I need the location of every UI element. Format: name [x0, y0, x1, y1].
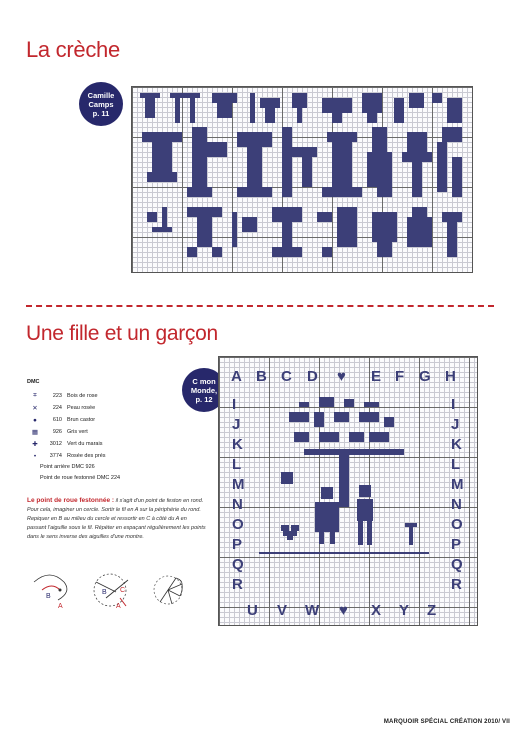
legend-symbol: ⌗: [33, 392, 37, 399]
chart-letter: P: [451, 536, 462, 553]
chart-letter: W: [305, 602, 320, 619]
chart-letter: L: [232, 456, 242, 473]
chart-letter: ♥: [337, 368, 346, 385]
chart-letter: N: [451, 496, 462, 513]
chart-letter: K: [232, 436, 243, 453]
legend-symbol: •: [33, 452, 37, 460]
chart-letter: Q: [232, 556, 244, 573]
chart-letter: E: [371, 368, 382, 385]
chart-letter: M: [451, 476, 464, 493]
badge-line: Monde,: [190, 385, 218, 395]
chart-letter: J: [232, 416, 241, 433]
diagram-label-a: A: [58, 603, 63, 610]
chart-letter: I: [232, 396, 237, 413]
chart-letter: X: [371, 602, 382, 619]
fille-garcon-pattern-svg: [219, 357, 477, 625]
legend-symbol: ✚: [32, 441, 38, 448]
chart-letter: L: [451, 456, 461, 473]
diagram-label-b: B: [46, 593, 51, 600]
chart-letter: B: [256, 368, 267, 385]
chart-letter: A: [231, 368, 242, 385]
badge-line: Camille: [87, 90, 115, 100]
badge-line: Camps: [88, 99, 114, 109]
chart-letter: Z: [427, 602, 437, 619]
legend-row: [30, 390, 213, 404]
legend-code: 926: [52, 429, 62, 435]
instructions-text: il s'agit d'un point de feston en rond. Pour cela, imaginer un cercle. Sortir le fil en A sur la périphérie du rond. Repiquer en B au milieu du cercle et ressortir en C à côté du A en passant l'aiguille sous le fil. Répéter en espaçant régulièrement les points dans le sens inverse des aiguilles d'une montre.: [27, 498, 206, 540]
legend-symbol: ▦: [31, 429, 39, 436]
chart-letter: P: [232, 536, 243, 553]
chart-letter: F: [395, 368, 405, 385]
legend-row: [30, 414, 210, 426]
diagram-label-b: B: [102, 589, 107, 596]
chart-letter: I: [451, 396, 456, 413]
legend-symbol: ✕: [32, 405, 38, 412]
stitch-diagram-step-2: [86, 568, 138, 612]
chart-letter: K: [451, 436, 462, 453]
legend-label: Gris vert: [67, 429, 88, 435]
chart-letter: O: [232, 516, 244, 533]
thread-legend: [30, 390, 213, 484]
stitch-diagram-result: [146, 568, 194, 612]
page-footer: MARQUOIR SPÉCIAL CRÉATION 2010/ VII: [383, 719, 510, 725]
legend-code: 3774: [49, 453, 62, 459]
stitch-diagram-step-1: [28, 568, 76, 612]
badge-line: p. 11: [92, 108, 110, 118]
stitch-instructions: [27, 496, 207, 542]
chart-letter: N: [232, 496, 243, 513]
fille-garcon-stitch-chart: [218, 356, 478, 626]
chart-letter: M: [232, 476, 245, 493]
legend-row: [30, 426, 210, 438]
legend-code: 224: [52, 405, 62, 411]
backstitch-line: Point de roue festonné DMC 224: [40, 475, 121, 481]
legend-code: 610: [52, 417, 62, 423]
chart-letter: V: [277, 602, 288, 619]
chart-letter: C: [281, 368, 292, 385]
legend-row: [30, 402, 210, 414]
diagram-label-a: A: [116, 603, 121, 610]
section-title-creche: La crèche: [26, 37, 120, 62]
badge-line: p. 12: [195, 394, 213, 404]
legend-row: [30, 438, 210, 450]
section-divider: [26, 305, 494, 307]
diagram-label-c: C: [120, 587, 126, 594]
legend-symbol: ●: [33, 416, 37, 424]
legend-row: [30, 450, 210, 462]
chart-letter: H: [445, 368, 456, 385]
legend-label: Brun castor: [67, 417, 96, 423]
creche-pattern-svg: [132, 87, 472, 272]
chart-letter: J: [451, 416, 460, 433]
legend-label: Rosée des prés: [67, 453, 106, 459]
chart-letter: G: [419, 368, 431, 385]
legend-label: Bois de rose: [67, 393, 98, 399]
instructions-title: Le point de roue festonnée :: [27, 497, 115, 504]
chart-letter: R: [451, 576, 462, 593]
chart-letter: R: [232, 576, 243, 593]
chart-letter: Y: [399, 602, 410, 619]
badge-line: C mon: [192, 376, 216, 386]
legend-code: 3012: [49, 441, 62, 447]
legend-code: 223: [52, 393, 62, 399]
chart-letter: U: [247, 602, 258, 619]
chart-letter: O: [451, 516, 463, 533]
legend-label: Vert du marais: [67, 441, 103, 447]
backstitch-line: Point arrière DMC 926: [40, 464, 95, 470]
chart-letter: Q: [451, 556, 463, 573]
chart-letter: ♥: [339, 602, 348, 619]
legend-title: DMC: [27, 379, 40, 385]
legend-label: Peau rosée: [67, 405, 96, 411]
section-title-fille-garcon: Une fille et un garçon: [26, 322, 218, 345]
designer-badge-creche: [79, 82, 123, 126]
chart-letter: D: [307, 368, 318, 385]
creche-stitch-chart: [131, 86, 473, 273]
